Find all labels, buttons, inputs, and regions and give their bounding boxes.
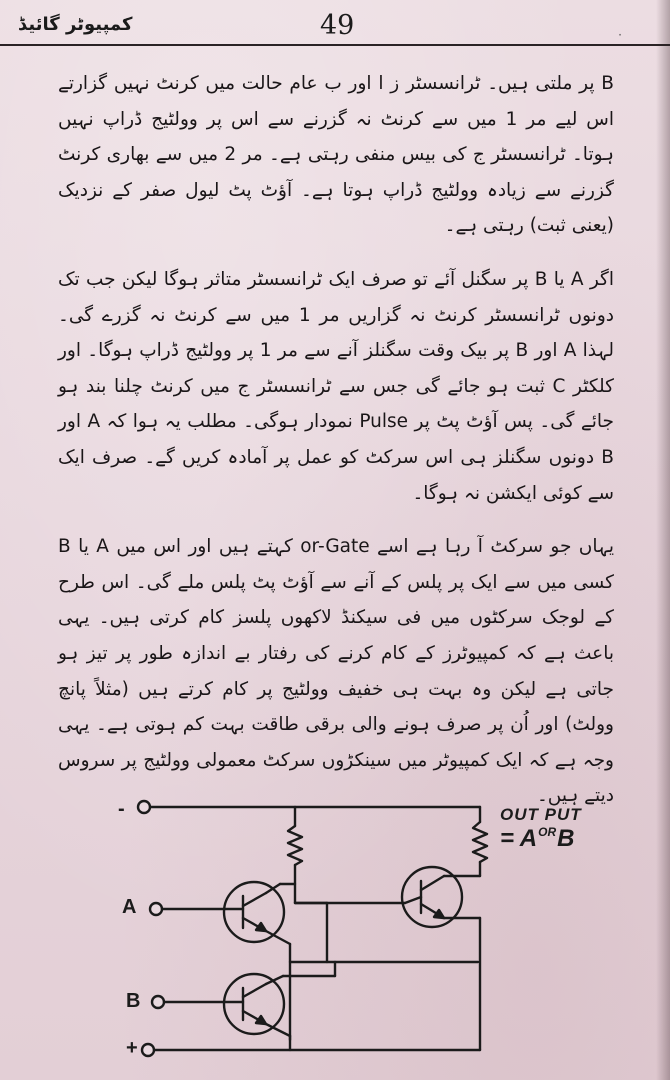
positive-rail <box>142 1036 480 1056</box>
negative-terminal-label: - <box>118 798 125 820</box>
output-equals: = <box>500 825 515 852</box>
transistor-c <box>402 867 480 1050</box>
input-a-label: A <box>122 896 137 918</box>
positive-terminal-label: + <box>126 1037 138 1059</box>
input-b-label: B <box>126 990 141 1012</box>
header-rule <box>0 44 670 46</box>
paragraph-3: یہاں جو سرکٹ آ رہا ہے اسے or-Gate کہتے ہیں اور اس میں A یا B کسی میں سے ایک پر پلس کے آنے سے آؤٹ پٹ پلس ملے گی۔ اس طرح کے لوجک سرکٹوں میں فی سیکنڈ لاکھوں پلسز کام کرتی ہیں۔ یہی باعث ہے کہ کمپیوٹرز کے کام کرنے کی رفتار بے اندازہ طور پر تیز ہو جاتی ہے لیکن وہ بہت ہی خفیف وولٹیج پر کام کرتے ہیں (مثلاً پانچ وولٹ) اور اُن پر صرف ہونے والی برقی طاقت بہت کم ہوتی ہے۔ یہی وجہ ہے کہ ایک کمپیوٹر میں سینکڑوں سرکٹ معمولی وولٹیج پر سروس دیتے ہیں۔ <box>58 536 615 807</box>
body-text <box>58 66 614 814</box>
page-number: 49 <box>320 10 355 41</box>
paragraph-2: اگر A یا B پر سگنل آئے تو صرف ایک ٹرانسسٹر متاثر ہوگا لیکن جب تک دونوں ٹرانسسٹر کرنٹ نہ گزاریں مر 1 میں سے کرنٹ نہ گزرے گی۔ لہذا A اور B پر بیک وقت سگنلز آنے سے مر 1 پر وولٹیج ڈراپ ہوگا۔ اور کلکٹر C ثبت ہو جائے گی جس سے ٹرانسسٹر ج میں کرنٹ چلنا بند ہو جائے گی۔ پس آؤٹ پٹ پر Pulse نمودار ہوگی۔ مطلب یہ ہوا کہ A اور B دونوں سگنلز ہی اس سرکٹ کو عمل پر آمادہ کریں گے۔ صرف ایک سے کوئی ایکشن نہ ہوگا۔ <box>58 268 615 504</box>
input-b-terminal <box>152 996 164 1008</box>
resistor-r1 <box>288 807 302 903</box>
page-header <box>0 6 670 46</box>
output-a: A <box>519 825 538 852</box>
output-expression <box>500 825 620 853</box>
output-b: B <box>557 825 575 852</box>
input-a-terminal <box>150 903 162 915</box>
resistor-r2 <box>473 807 487 876</box>
paragraph-1: B پر ملتی ہیں۔ ٹرانسسٹر ز ا اور ب عام حالت میں کرنٹ نہیں گزارتے اس لیے مر 1 میں سے کرنٹ نہ گزرنے سے اس پر وولٹیج ڈراپ نہیں ہوتا۔ ٹرانسسٹر ج کی بیس منفی رہتی ہے۔ مر 2 میں سے بھاری کرنٹ گزرنے سے زیادہ وولٹیج ڈراپ ہوتا ہے۔ آؤٹ پٹ لیول صفر کے نزدیک (یعنی ثبت) رہتی ہے۔ <box>58 73 614 237</box>
output-or: OR <box>538 825 557 839</box>
output-title: OUT PUT <box>500 805 582 824</box>
transistor-b <box>224 974 335 1036</box>
output-label <box>500 805 620 853</box>
negative-rail <box>138 801 480 813</box>
margin-mark: · <box>618 28 622 42</box>
running-head: کمپیوٹر گائیڈ <box>18 14 133 35</box>
